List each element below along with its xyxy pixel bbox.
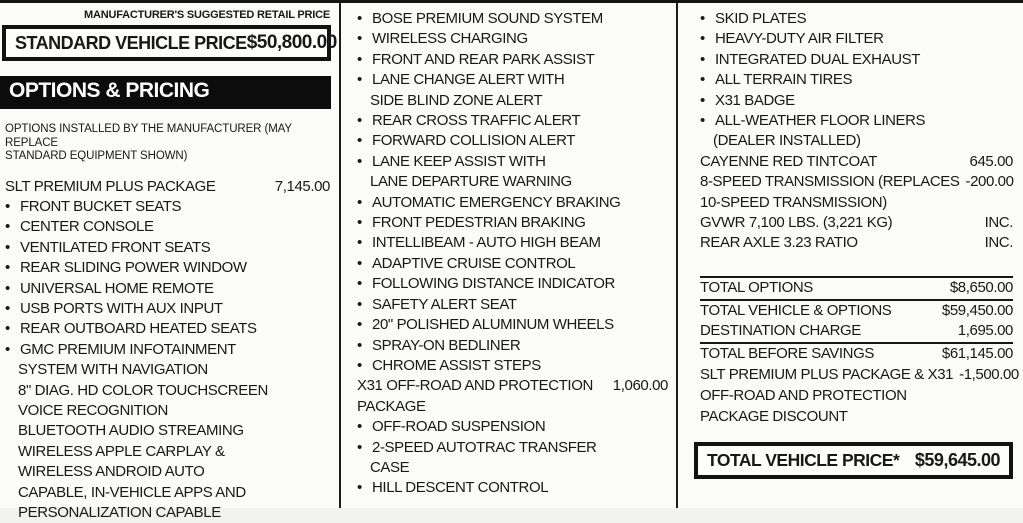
option-text: AUTOMATIC EMERGENCY BRAKING: [372, 193, 620, 213]
bullet-icon: •: [700, 50, 715, 70]
options-list-right: [700, 9, 1013, 254]
option-row: [700, 50, 1013, 70]
option-row: [357, 131, 668, 151]
total-vehicle-price-value: $59,645.00: [915, 450, 1000, 471]
option-row: [357, 29, 668, 49]
option-row: [357, 213, 668, 233]
option-row: [700, 193, 1013, 213]
option-text: FORWARD COLLISION ALERT: [372, 131, 575, 151]
bullet-icon: •: [357, 152, 372, 172]
option-row: [5, 217, 330, 237]
bullet-icon: •: [357, 438, 372, 458]
bullet-icon: •: [5, 238, 20, 258]
option-text: 20" POLISHED ALUMINUM WHEELS: [372, 315, 614, 335]
column-middle: [341, 3, 676, 499]
options-list-middle: [357, 9, 668, 499]
option-text: VOICE RECOGNITION: [18, 401, 168, 421]
bullet-icon: •: [357, 9, 372, 29]
msrp-caption: MANUFACTURER'S SUGGESTED RETAIL PRICE: [0, 9, 330, 21]
option-text: PERSONALIZATION CAPABLE: [18, 503, 221, 523]
option-row: [700, 70, 1013, 90]
option-row: [357, 111, 668, 131]
options-pricing-header: OPTIONS & PRICING: [0, 76, 331, 109]
option-row: [5, 381, 330, 401]
bullet-icon: •: [5, 217, 20, 237]
option-text: OFF-ROAD SUSPENSION: [372, 417, 545, 437]
option-text: WIRELESS ANDROID AUTO: [18, 462, 204, 482]
option-row: [357, 295, 668, 315]
option-text: HILL DESCENT CONTROL: [372, 478, 548, 498]
bullet-icon: •: [357, 213, 372, 233]
option-row: [5, 299, 330, 319]
option-text: X31 BADGE: [715, 91, 795, 111]
option-text: REAR AXLE 3.23 RATIO: [700, 233, 858, 253]
option-text: CAPABLE, IN-VEHICLE APPS AND: [18, 483, 246, 503]
option-text: REAR SLIDING POWER WINDOW: [20, 258, 247, 278]
option-row: [5, 340, 330, 360]
total-row: [700, 386, 1013, 407]
bullet-icon: •: [357, 315, 372, 335]
bullet-icon: •: [700, 70, 715, 90]
bullet-icon: •: [5, 319, 20, 339]
option-row: [357, 91, 668, 111]
total-label: TOTAL BEFORE SAVINGS: [700, 344, 874, 365]
option-text: 8-SPEED TRANSMISSION (REPLACES: [700, 172, 959, 192]
option-text: FRONT BUCKET SEATS: [20, 197, 181, 217]
option-text: CAYENNE RED TINTCOAT: [700, 152, 877, 172]
option-price: 645.00: [964, 152, 1013, 172]
column-left: [0, 3, 339, 523]
option-row: [700, 91, 1013, 111]
option-text: HEAVY-DUTY AIR FILTER: [715, 29, 884, 49]
option-row: [357, 438, 668, 458]
option-text: USB PORTS WITH AUX INPUT: [20, 299, 223, 319]
option-text: BOSE PREMIUM SOUND SYSTEM: [372, 9, 603, 29]
total-row: [700, 342, 1013, 365]
bullet-icon: •: [357, 131, 372, 151]
bullet-icon: •: [700, 29, 715, 49]
option-text: 2-SPEED AUTOTRAC TRANSFER: [372, 438, 597, 458]
option-text: VENTILATED FRONT SEATS: [20, 238, 210, 258]
option-row: [357, 315, 668, 335]
option-text: REAR OUTBOARD HEATED SEATS: [20, 319, 257, 339]
bullet-icon: •: [700, 111, 715, 131]
bullet-icon: •: [357, 254, 372, 274]
bullet-icon: •: [700, 91, 715, 111]
option-row: [5, 177, 330, 197]
standard-vehicle-price-label: STANDARD VEHICLE PRICE: [15, 33, 247, 54]
option-text: ALL-WEATHER FLOOR LINERS: [715, 111, 925, 131]
option-price: INC.: [979, 213, 1013, 233]
bullet-icon: •: [357, 274, 372, 294]
option-row: [700, 29, 1013, 49]
option-text: X31 OFF-ROAD AND PROTECTION: [357, 376, 593, 396]
option-row: [357, 152, 668, 172]
option-text: GMC PREMIUM INFOTAINMENT: [20, 340, 236, 360]
option-text: LANE KEEP ASSIST WITH: [372, 152, 546, 172]
total-value: $8,650.00: [944, 278, 1013, 299]
total-value: $61,145.00: [936, 344, 1013, 365]
bullet-icon: •: [5, 258, 20, 278]
option-text: WIRELESS APPLE CARPLAY &: [18, 442, 225, 462]
total-row: [700, 321, 1013, 342]
bullet-icon: •: [357, 193, 372, 213]
bullet-icon: •: [5, 197, 20, 217]
bullet-icon: •: [357, 417, 372, 437]
option-row: [5, 197, 330, 217]
option-text: CHROME ASSIST STEPS: [372, 356, 541, 376]
option-price: INC.: [979, 233, 1013, 253]
option-text: PACKAGE: [357, 397, 426, 417]
option-row: [5, 238, 330, 258]
option-row: [5, 462, 330, 482]
total-value: $59,450.00: [936, 301, 1013, 322]
total-label: SLT PREMIUM PLUS PACKAGE & X31: [700, 365, 953, 386]
option-row: [5, 483, 330, 503]
option-text: ALL TERRAIN TIRES: [715, 70, 852, 90]
bullet-icon: •: [357, 478, 372, 498]
options-list-left: [5, 177, 330, 523]
option-text: ADAPTIVE CRUISE CONTROL: [372, 254, 575, 274]
option-row: [357, 233, 668, 253]
total-label: PACKAGE DISCOUNT: [700, 407, 848, 428]
option-row: [5, 258, 330, 278]
total-value: 1,695.00: [952, 321, 1013, 342]
total-row: [700, 299, 1013, 322]
total-row: [700, 407, 1013, 428]
option-text: INTELLIBEAM - AUTO HIGH BEAM: [372, 233, 601, 253]
option-text: SIDE BLIND ZONE ALERT: [370, 91, 542, 111]
option-row: [700, 152, 1013, 172]
column-right: [678, 3, 1023, 479]
option-row: [5, 360, 330, 380]
option-text: SYSTEM WITH NAVIGATION: [18, 360, 208, 380]
manufacturer-options-note: [5, 123, 329, 164]
option-text: UNIVERSAL HOME REMOTE: [20, 279, 214, 299]
option-text: 10-SPEED TRANSMISSION): [700, 193, 887, 213]
option-text: GVWR 7,100 LBS. (3,221 KG): [700, 213, 892, 233]
option-row: [357, 336, 668, 356]
bullet-icon: •: [5, 340, 20, 360]
option-row: [5, 319, 330, 339]
option-row: [357, 9, 668, 29]
bullet-icon: •: [357, 70, 372, 90]
total-label: OFF-ROAD AND PROTECTION: [700, 386, 907, 407]
option-price: -200.00: [959, 172, 1013, 192]
note-line-1: OPTIONS INSTALLED BY THE MANUFACTURER (MAY REPLACE: [5, 123, 329, 150]
option-text: WIRELESS CHARGING: [372, 29, 528, 49]
option-text: INTEGRATED DUAL EXHAUST: [715, 50, 920, 70]
option-row: [5, 503, 330, 523]
total-row: [700, 365, 1013, 386]
option-row: [357, 70, 668, 90]
total-value: -1,500.00: [953, 365, 1019, 386]
option-price: 7,145.00: [269, 177, 330, 197]
option-text: BLUETOOTH AUDIO STREAMING: [18, 421, 244, 441]
option-row: [357, 254, 668, 274]
bullet-icon: •: [357, 50, 372, 70]
bullet-icon: •: [357, 29, 372, 49]
bullet-icon: •: [357, 111, 372, 131]
option-text: SAFETY ALERT SEAT: [372, 295, 517, 315]
option-row: [5, 279, 330, 299]
option-row: [357, 172, 668, 192]
option-row: [700, 131, 1013, 151]
option-row: [700, 9, 1013, 29]
totals-section: [700, 276, 1013, 428]
option-row: [700, 172, 1013, 192]
option-text: (DEALER INSTALLED): [713, 131, 861, 151]
standard-vehicle-price-box: [2, 25, 331, 61]
option-row: [700, 233, 1013, 253]
option-row: [357, 417, 668, 437]
option-price: 1,060.00: [607, 376, 668, 396]
total-vehicle-price-label: TOTAL VEHICLE PRICE*: [707, 450, 899, 471]
bullet-icon: •: [357, 336, 372, 356]
total-label: TOTAL VEHICLE & OPTIONS: [700, 301, 891, 322]
option-text: FRONT AND REAR PARK ASSIST: [372, 50, 594, 70]
bullet-icon: •: [5, 279, 20, 299]
option-text: SPRAY-ON BEDLINER: [372, 336, 520, 356]
bullet-icon: •: [357, 356, 372, 376]
total-label: DESTINATION CHARGE: [700, 321, 861, 342]
note-line-2: STANDARD EQUIPMENT SHOWN): [5, 150, 329, 164]
option-text: LANE DEPARTURE WARNING: [370, 172, 572, 192]
option-row: [357, 274, 668, 294]
option-text: CASE: [370, 458, 409, 478]
option-row: [357, 50, 668, 70]
standard-vehicle-price-value: $50,800.00: [247, 32, 337, 54]
total-vehicle-price-box: [694, 442, 1013, 479]
option-row: [357, 356, 668, 376]
total-label: TOTAL OPTIONS: [700, 278, 813, 299]
option-row: [357, 397, 668, 417]
option-row: [700, 111, 1013, 131]
option-row: [5, 421, 330, 441]
option-text: LANE CHANGE ALERT WITH: [372, 70, 564, 90]
option-row: [5, 442, 330, 462]
option-text: SLT PREMIUM PLUS PACKAGE: [5, 177, 215, 197]
bullet-icon: •: [357, 233, 372, 253]
bullet-icon: •: [357, 295, 372, 315]
option-text: FRONT PEDESTRIAN BRAKING: [372, 213, 586, 233]
option-text: SKID PLATES: [715, 9, 806, 29]
total-row: [700, 276, 1013, 299]
option-row: [357, 478, 668, 498]
option-row: [357, 458, 668, 478]
option-row: [700, 213, 1013, 233]
bullet-icon: •: [5, 299, 20, 319]
option-text: CENTER CONSOLE: [20, 217, 154, 237]
option-text: 8" DIAG. HD COLOR TOUCHSCREEN: [18, 381, 268, 401]
bullet-icon: •: [700, 9, 715, 29]
option-row: [357, 376, 668, 396]
option-text: FOLLOWING DISTANCE INDICATOR: [372, 274, 615, 294]
option-text: REAR CROSS TRAFFIC ALERT: [372, 111, 580, 131]
option-row: [5, 401, 330, 421]
option-row: [357, 193, 668, 213]
